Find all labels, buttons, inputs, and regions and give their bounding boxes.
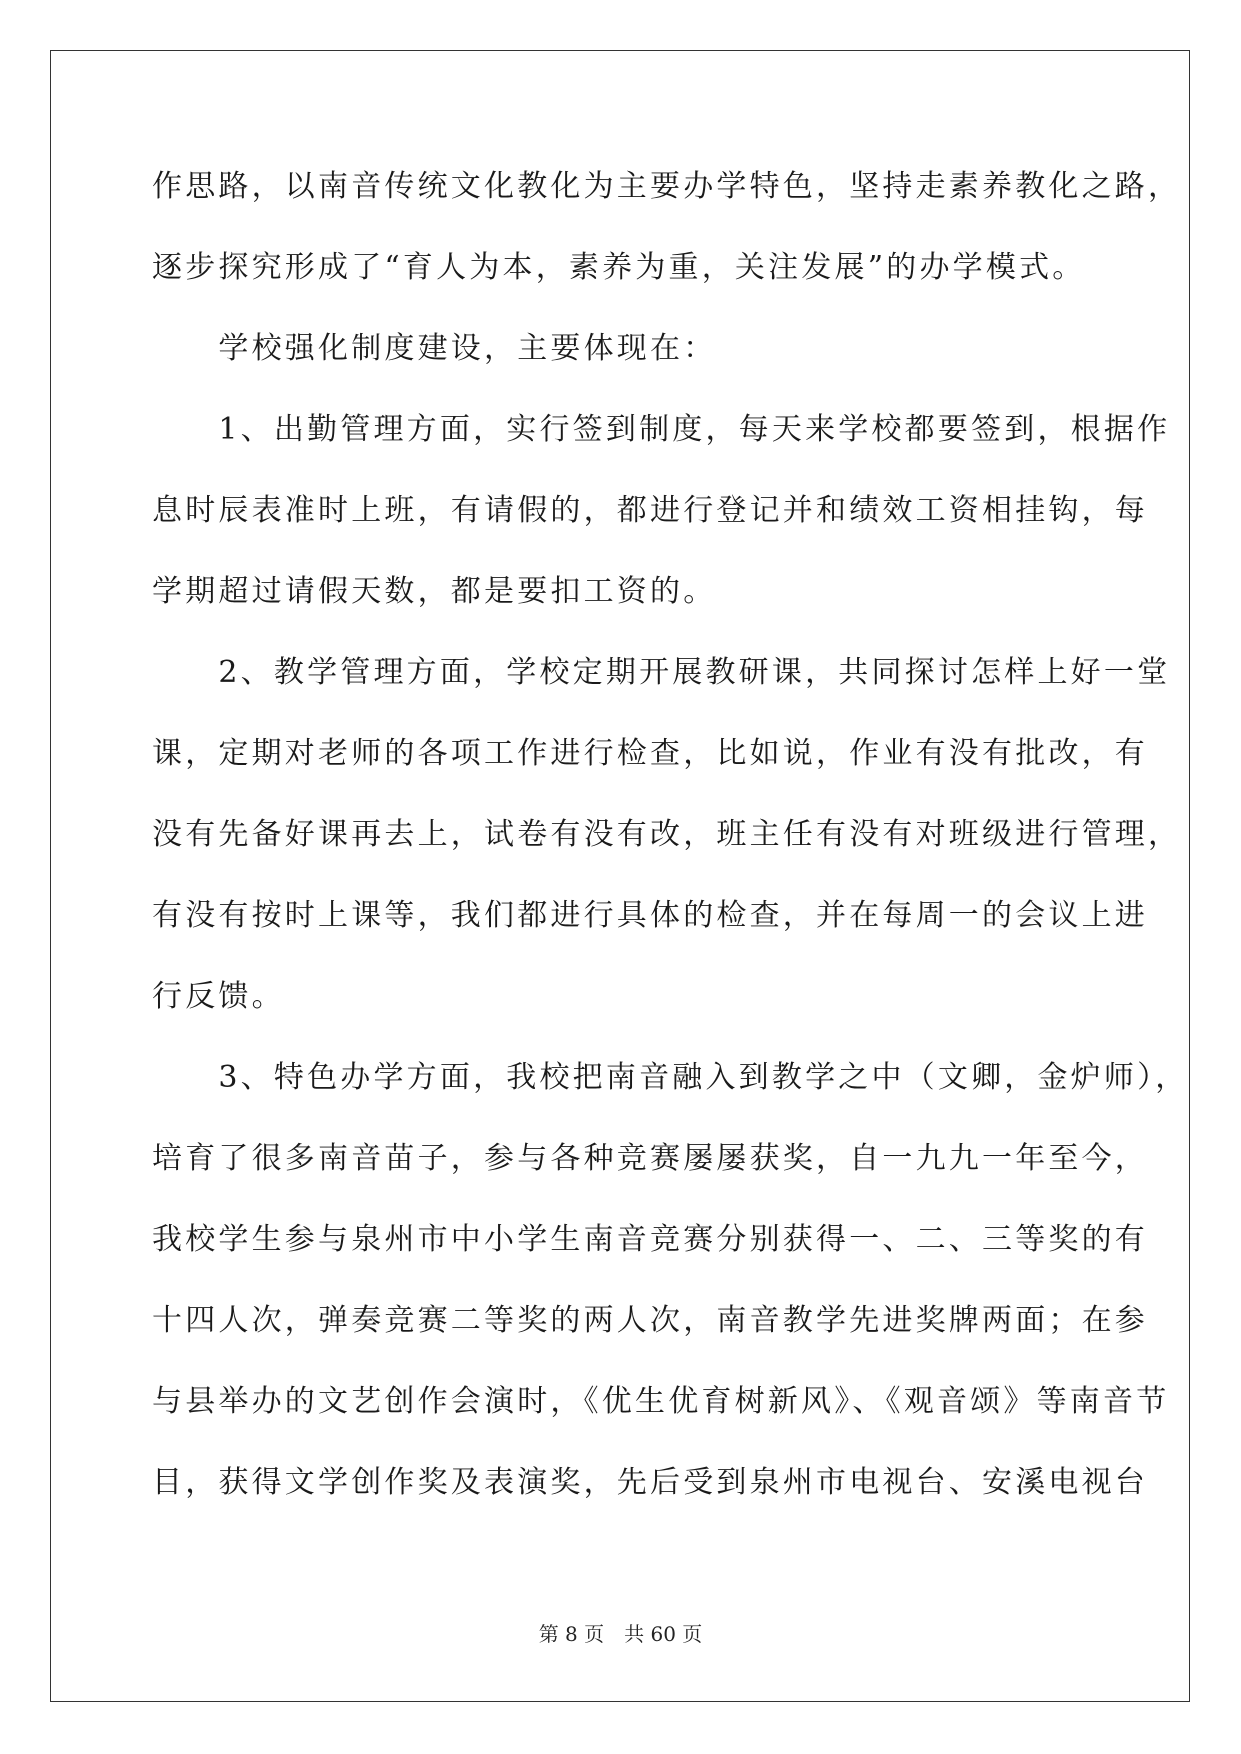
text-line: 3、特色办学方面，我校把南音融入到教学之中（文卿，金炉师）， [152, 1060, 1189, 1095]
text-line: 作思路，以南音传统文化教化为主要办学特色，坚持走素养教化之路， [152, 169, 1182, 204]
text-line: 2、教学管理方面，学校定期开展教研课，共同探讨怎样上好一堂 [152, 655, 1171, 690]
text-line: 1、出勤管理方面，实行签到制度，每天来学校都要签到，根据作 [152, 412, 1171, 447]
text-line: 行反馈。 [152, 979, 285, 1014]
text-line: 没有先备好课再去上，试卷有没有改，班主任有没有对班级进行管理， [152, 817, 1182, 852]
text-line: 学校强化制度建设，主要体现在： [152, 331, 717, 366]
text-line: 课，定期对老师的各项工作进行检查，比如说，作业有没有批改，有 [152, 736, 1148, 771]
page-number-footer: 第 8 页 共 60 页 [538, 1622, 703, 1646]
text-line: 我校学生参与泉州市中小学生南音竞赛分别获得一、二、三等奖的有 [152, 1222, 1148, 1257]
text-line: 与县举办的文艺创作会演时，《优生优育树新风》、《观音颂》等南音节 [152, 1384, 1170, 1419]
text-line: 逐步探究形成了“育人为本，素养为重，关注发展”的办学模式。 [152, 250, 1086, 285]
text-line: 学期超过请假天数，都是要扣工资的。 [152, 574, 717, 609]
text-line: 有没有按时上课等，我们都进行具体的检查，并在每周一的会议上进 [152, 898, 1148, 933]
text-line: 息时辰表准时上班，有请假的，都进行登记并和绩效工资相挂钩，每 [152, 493, 1148, 528]
document-body [152, 162, 1189, 1539]
text-line: 十四人次，弹奏竞赛二等奖的两人次，南音教学先进奖牌两面；在参 [152, 1303, 1148, 1338]
text-line: 目，获得文学创作奖及表演奖，先后受到泉州市电视台、安溪电视台 [152, 1465, 1148, 1500]
text-line: 培育了很多南音苗子，参与各种竞赛屡屡获奖，自一九九一年至今， [152, 1141, 1148, 1176]
